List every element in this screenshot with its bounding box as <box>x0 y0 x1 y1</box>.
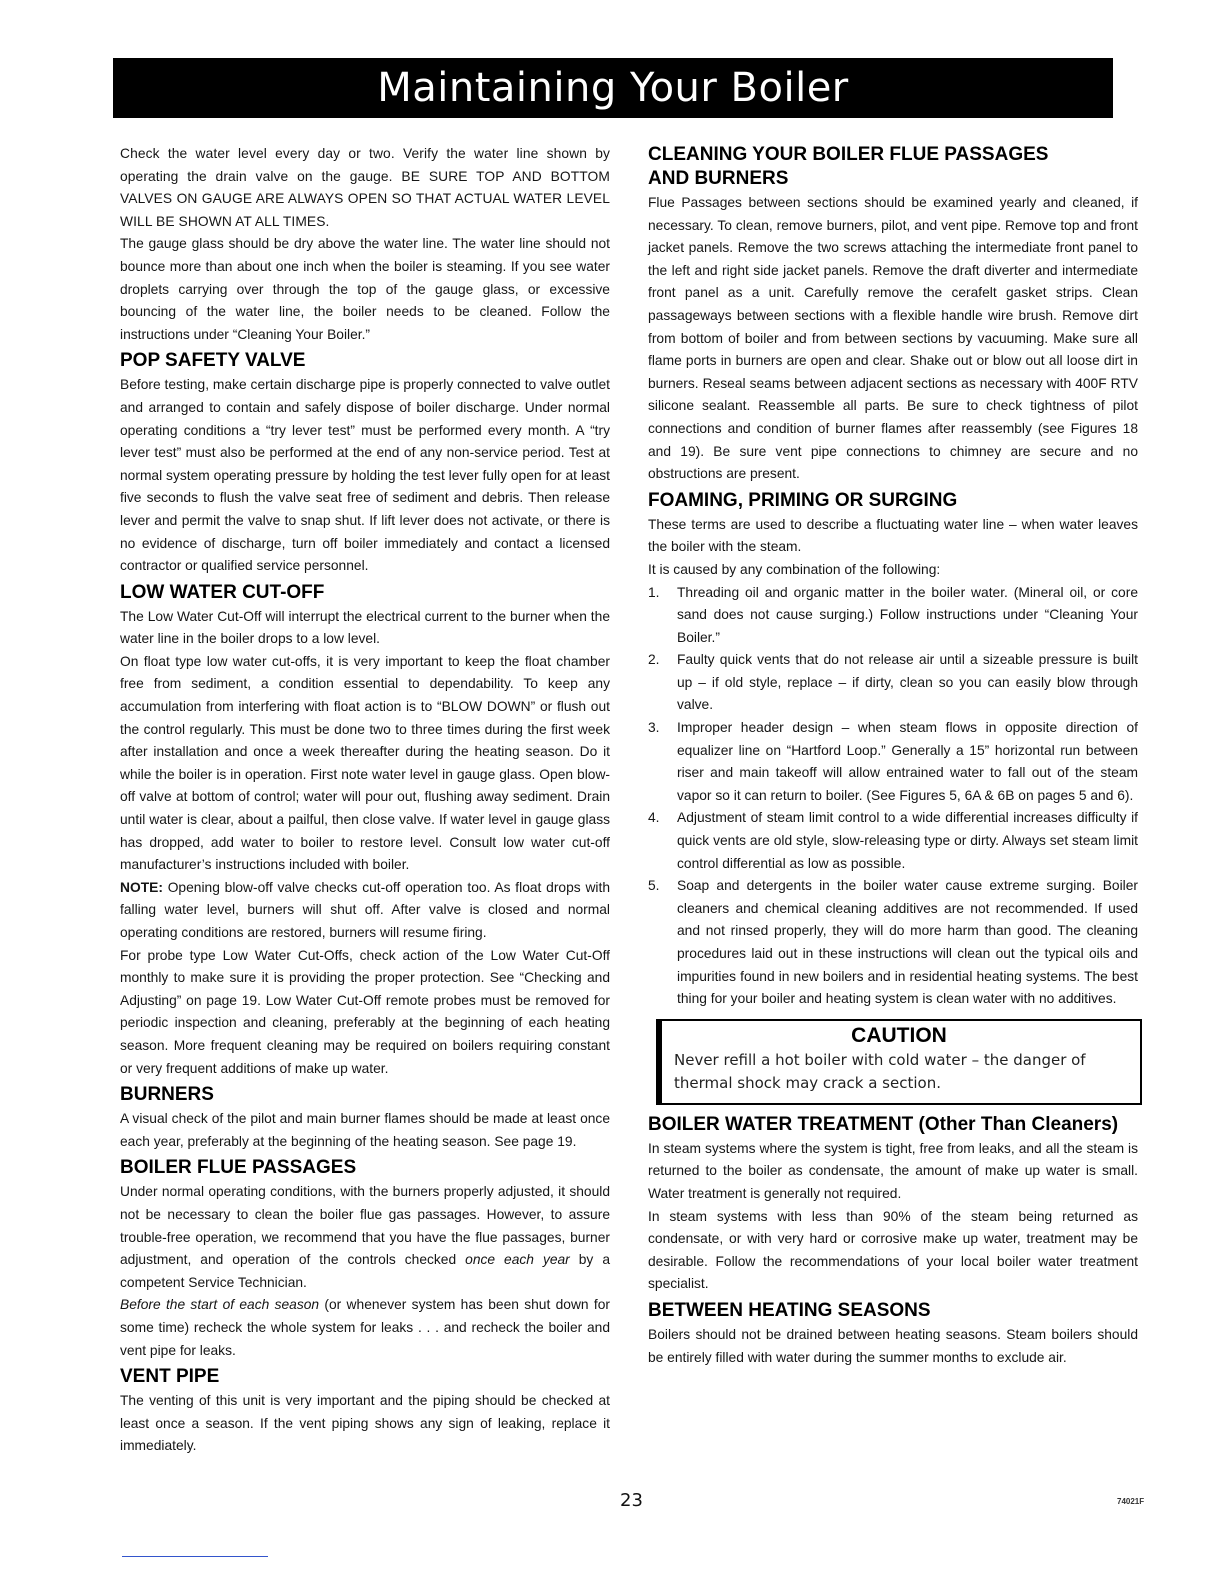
list-item-text: Soap and detergents in the boiler water cause extreme surging. Boiler cleaners and chemical cleaning additives are not recommended. If used and not rinsed properly, they will do more harm than good. The cleaning procedures laid out in these instructions will clean out the typical oils and impurities found in new boilers and in residential heating systems. The best thing for your boiler and heating system is clean water with no additives. <box>677 878 1138 1007</box>
list-item-number: 1. <box>648 584 660 600</box>
caution-title: CAUTION <box>851 1023 947 1047</box>
water-treatment-paragraph-2: In steam systems with less than 90% of the steam being returned as condensate, or with very hard or corrosive make up water, treatment may be desirable. Follow the recommendations of your local boiler water treatment specialist. <box>648 1208 1138 1292</box>
foaming-paragraph-1: These terms are used to describe a fluctuating water line – when water leaves the boiler with the steam. <box>648 516 1138 555</box>
bfp-emphasis: once each year <box>465 1252 570 1268</box>
list-item <box>648 582 1138 650</box>
list-item-number: 2. <box>648 652 660 668</box>
note-paragraph <box>120 877 610 945</box>
cleaning-heading-line-1: CLEANING YOUR BOILER FLUE PASSAGES <box>648 144 1049 165</box>
list-item-text: Improper header design – when steam flows in opposite direction of equalizer line on “Hartford Loop.” Generally a 15” horizontal run between riser and main takeoff will allow entrained water to fall out of the steam vapor so it can return to boiler. (See Figures 5, 6A & 6B on pages 5 and 6). <box>677 720 1138 803</box>
list-item <box>648 717 1138 807</box>
low-water-cutoff-heading: LOW WATER CUT-OFF <box>120 581 325 603</box>
low-water-cutoff-paragraph-2: On float type low water cut-offs, it is very important to keep the float chamber free from sediment, a condition essential to dependability. To keep any accumulation from interfering with float action is to “BLOW DOWN” or flush out the control regularly. This must be done two to three times during the first week after installation and once a week thereafter during the heating season. Do it while the boiler is in operation. First note water level in gauge glass. Open blow-off valve at bottom of control; water will pour out, flushing away sediment. Drain until water is clear, about a pailful, then close valve. If water level in gauge glass has dropped, add water to boiler to restore level. Consult low water cut-off manufacturer’s instructions included with boiler. <box>120 653 610 873</box>
note-label: NOTE: <box>120 879 163 895</box>
list-item-text: Adjustment of steam limit control to a wide differential increases difficulty if quick vents are old style, slow-releasing type or dirty. Always set steam limit control differential as low as possible. <box>677 810 1138 871</box>
vent-pipe-heading: VENT PIPE <box>120 1366 220 1388</box>
foaming-heading: FOAMING, PRIMING OR SURGING <box>648 489 958 511</box>
low-water-cutoff-paragraph-3: For probe type Low Water Cut-Offs, check action of the Low Water Cut-Off monthly to make sure it is providing the proper protection. See “Checking and Adjusting” on page 19. Low Water Cut-Off remote probes must be removed for periodic inspection and cleaning, preferably at the beginning of each heating season. More frequent cleaning may be required on boilers requiring constant or very frequent additions of make up water. <box>120 947 610 1076</box>
pop-safety-valve-paragraph: Before testing, make certain discharge pipe is properly connected to valve outlet and arranged to contain and safely dispose of boiler discharge. Under normal operating conditions a “try lever test” must be performed every month. A “try lever test” must also be performed at the end of any non-service period. Test at normal system operating pressure by holding the test lever fully open for at least five seconds to flush the valve seat free of sediment and debris. Then release lever and permit the valve to snap shut. If lift lever does not activate, or there is no evidence of discharge, turn off boiler immediately and contact a licensed contractor or qualified service personnel. <box>120 377 610 574</box>
list-item-number: 5. <box>648 878 660 894</box>
water-treatment-paragraph-1: In steam systems where the system is tight, free from leaks, and all the steam is returned to the boiler as condensate, the amount of make up water is small. Water treatment is generally not required. <box>648 1140 1138 1201</box>
caution-left-bar <box>658 1021 662 1103</box>
bfp-text-b: by a competent Service Technician. <box>120 1252 610 1290</box>
footer-rule <box>122 1556 268 1557</box>
bfp-season-emphasis: Before the start of each season <box>120 1297 320 1313</box>
burners-heading: BURNERS <box>120 1084 214 1106</box>
cleaning-heading-line-2: AND BURNERS <box>648 168 789 189</box>
right-column <box>648 143 1138 1369</box>
causes-list <box>648 582 1138 1011</box>
boiler-flue-passages-paragraph-1 <box>120 1181 610 1294</box>
burners-paragraph: A visual check of the pilot and main burner flames should be made at least once each year, preferably at the beginning of the heating season. See page 19. <box>120 1111 610 1149</box>
between-seasons-paragraph: Boilers should not be drained between heating seasons. Steam boilers should be entirely filled with water during the summer months to exclude air. <box>648 1326 1138 1365</box>
boiler-flue-passages-paragraph-2 <box>120 1294 610 1362</box>
document-code: 74021F <box>1117 1497 1145 1506</box>
note-text: Opening blow-off valve checks cut-off operation too. As float drops with falling water level, burners will shut off. After valve is closed and normal operating conditions are restored, burners will resume firing. <box>120 879 610 940</box>
list-item-text: Threading oil and organic matter in the boiler water. (Mineral oil, or core sand does not cause surging.) Follow instructions under “Cleaning Your Boiler.” <box>677 584 1138 645</box>
bfp-text-a: Under normal operating conditions, with the burners properly adjusted, it should not be necessary to clean the boiler flue gas passages. However, to assure trouble-free operation, we recommend that you have the flue passages, burner adjustment, and operation of the controls checked <box>120 1184 610 1268</box>
foaming-paragraph-2: It is caused by any combination of the following: <box>648 561 941 577</box>
caution-box <box>656 1019 1142 1105</box>
pop-safety-valve-heading: POP SAFETY VALVE <box>120 350 306 372</box>
cleaning-paragraph: Flue Passages between sections should be examined yearly and cleaned, if necessary. To clean, remove burners, pilot, and vent pipe. Remove top and front jacket panels. Remove the two screws attaching the intermediate front panel to the left and right side jacket panels. Remove the draft diverter and intermediate front panel as a unit. Carefully remove the cerafelt gasket strips. Clean passageways between sections with a flexible handle wire brush. Remove dirt from bottom of boiler and from between sections by vacuuming. Make sure all flame ports in burners are open and clear. Shake out or blow out all loose dirt in burners. Reseal seams between adjacent sections as necessary with 400F RTV silicone sealant. Reassemble all parts. Be sure to check tightness of pilot connections and condition of burner flames after reassembly (see Figures 18 and 19). Be sure vent pipe connections to chimney are secure and no obstructions are present. <box>648 195 1138 482</box>
list-item-number: 4. <box>648 810 660 826</box>
page-title: Maintaining Your Boiler <box>377 65 849 111</box>
intro-paragraph-2: The gauge glass should be dry above the water line. The water line should not bounce more than about one inch when the boiler is steaming. If you see water droplets carrying over through the top of the gauge glass, or excessive bouncing of the water line, the boiler needs to be cleaned. Follow the instructions under “Cleaning Your Boiler.” <box>120 236 610 342</box>
water-treatment-heading: BOILER WATER TREATMENT (Other Than Cleaners) <box>648 1113 1119 1135</box>
caution-text: Never refill a hot boiler with cold water – the danger of thermal shock may crack a section. <box>674 1050 1086 1092</box>
list-item <box>648 807 1138 875</box>
page-title-banner <box>113 58 1113 118</box>
list-item-number: 3. <box>648 720 660 736</box>
boiler-flue-passages-heading: BOILER FLUE PASSAGES <box>120 1157 357 1179</box>
left-column <box>120 143 610 1458</box>
between-seasons-heading: BETWEEN HEATING SEASONS <box>648 1299 931 1321</box>
page-number: 23 <box>620 1490 643 1511</box>
low-water-cutoff-paragraph-1: The Low Water Cut-Off will interrupt the electrical current to the burner when the water line in the boiler drops to a low level. <box>120 608 610 647</box>
list-item <box>648 875 1138 1011</box>
list-item-text: Faulty quick vents that do not release air until a sizeable pressure is built up – if old style, replace – if dirty, clean so you can easily blow through valve. <box>677 652 1138 713</box>
vent-pipe-paragraph: The venting of this unit is very important and the piping should be checked at least once a season. If the vent piping shows any sign of leaking, replace it immediately. <box>120 1393 610 1454</box>
list-item <box>648 649 1138 717</box>
bfp-season-text: (or whenever system has been shut down for some time) recheck the whole system for leaks . . . and recheck the boiler and vent pipe for leaks. <box>120 1297 610 1358</box>
intro-paragraph-1: Check the water level every day or two. Verify the water line shown by operating the drain valve on the gauge. BE SURE TOP AND BOTTOM VALVES ON GAUGE ARE ALWAYS OPEN SO THAT ACTUAL WATER LEVEL WILL BE SHOWN AT ALL TIMES. <box>120 146 610 229</box>
